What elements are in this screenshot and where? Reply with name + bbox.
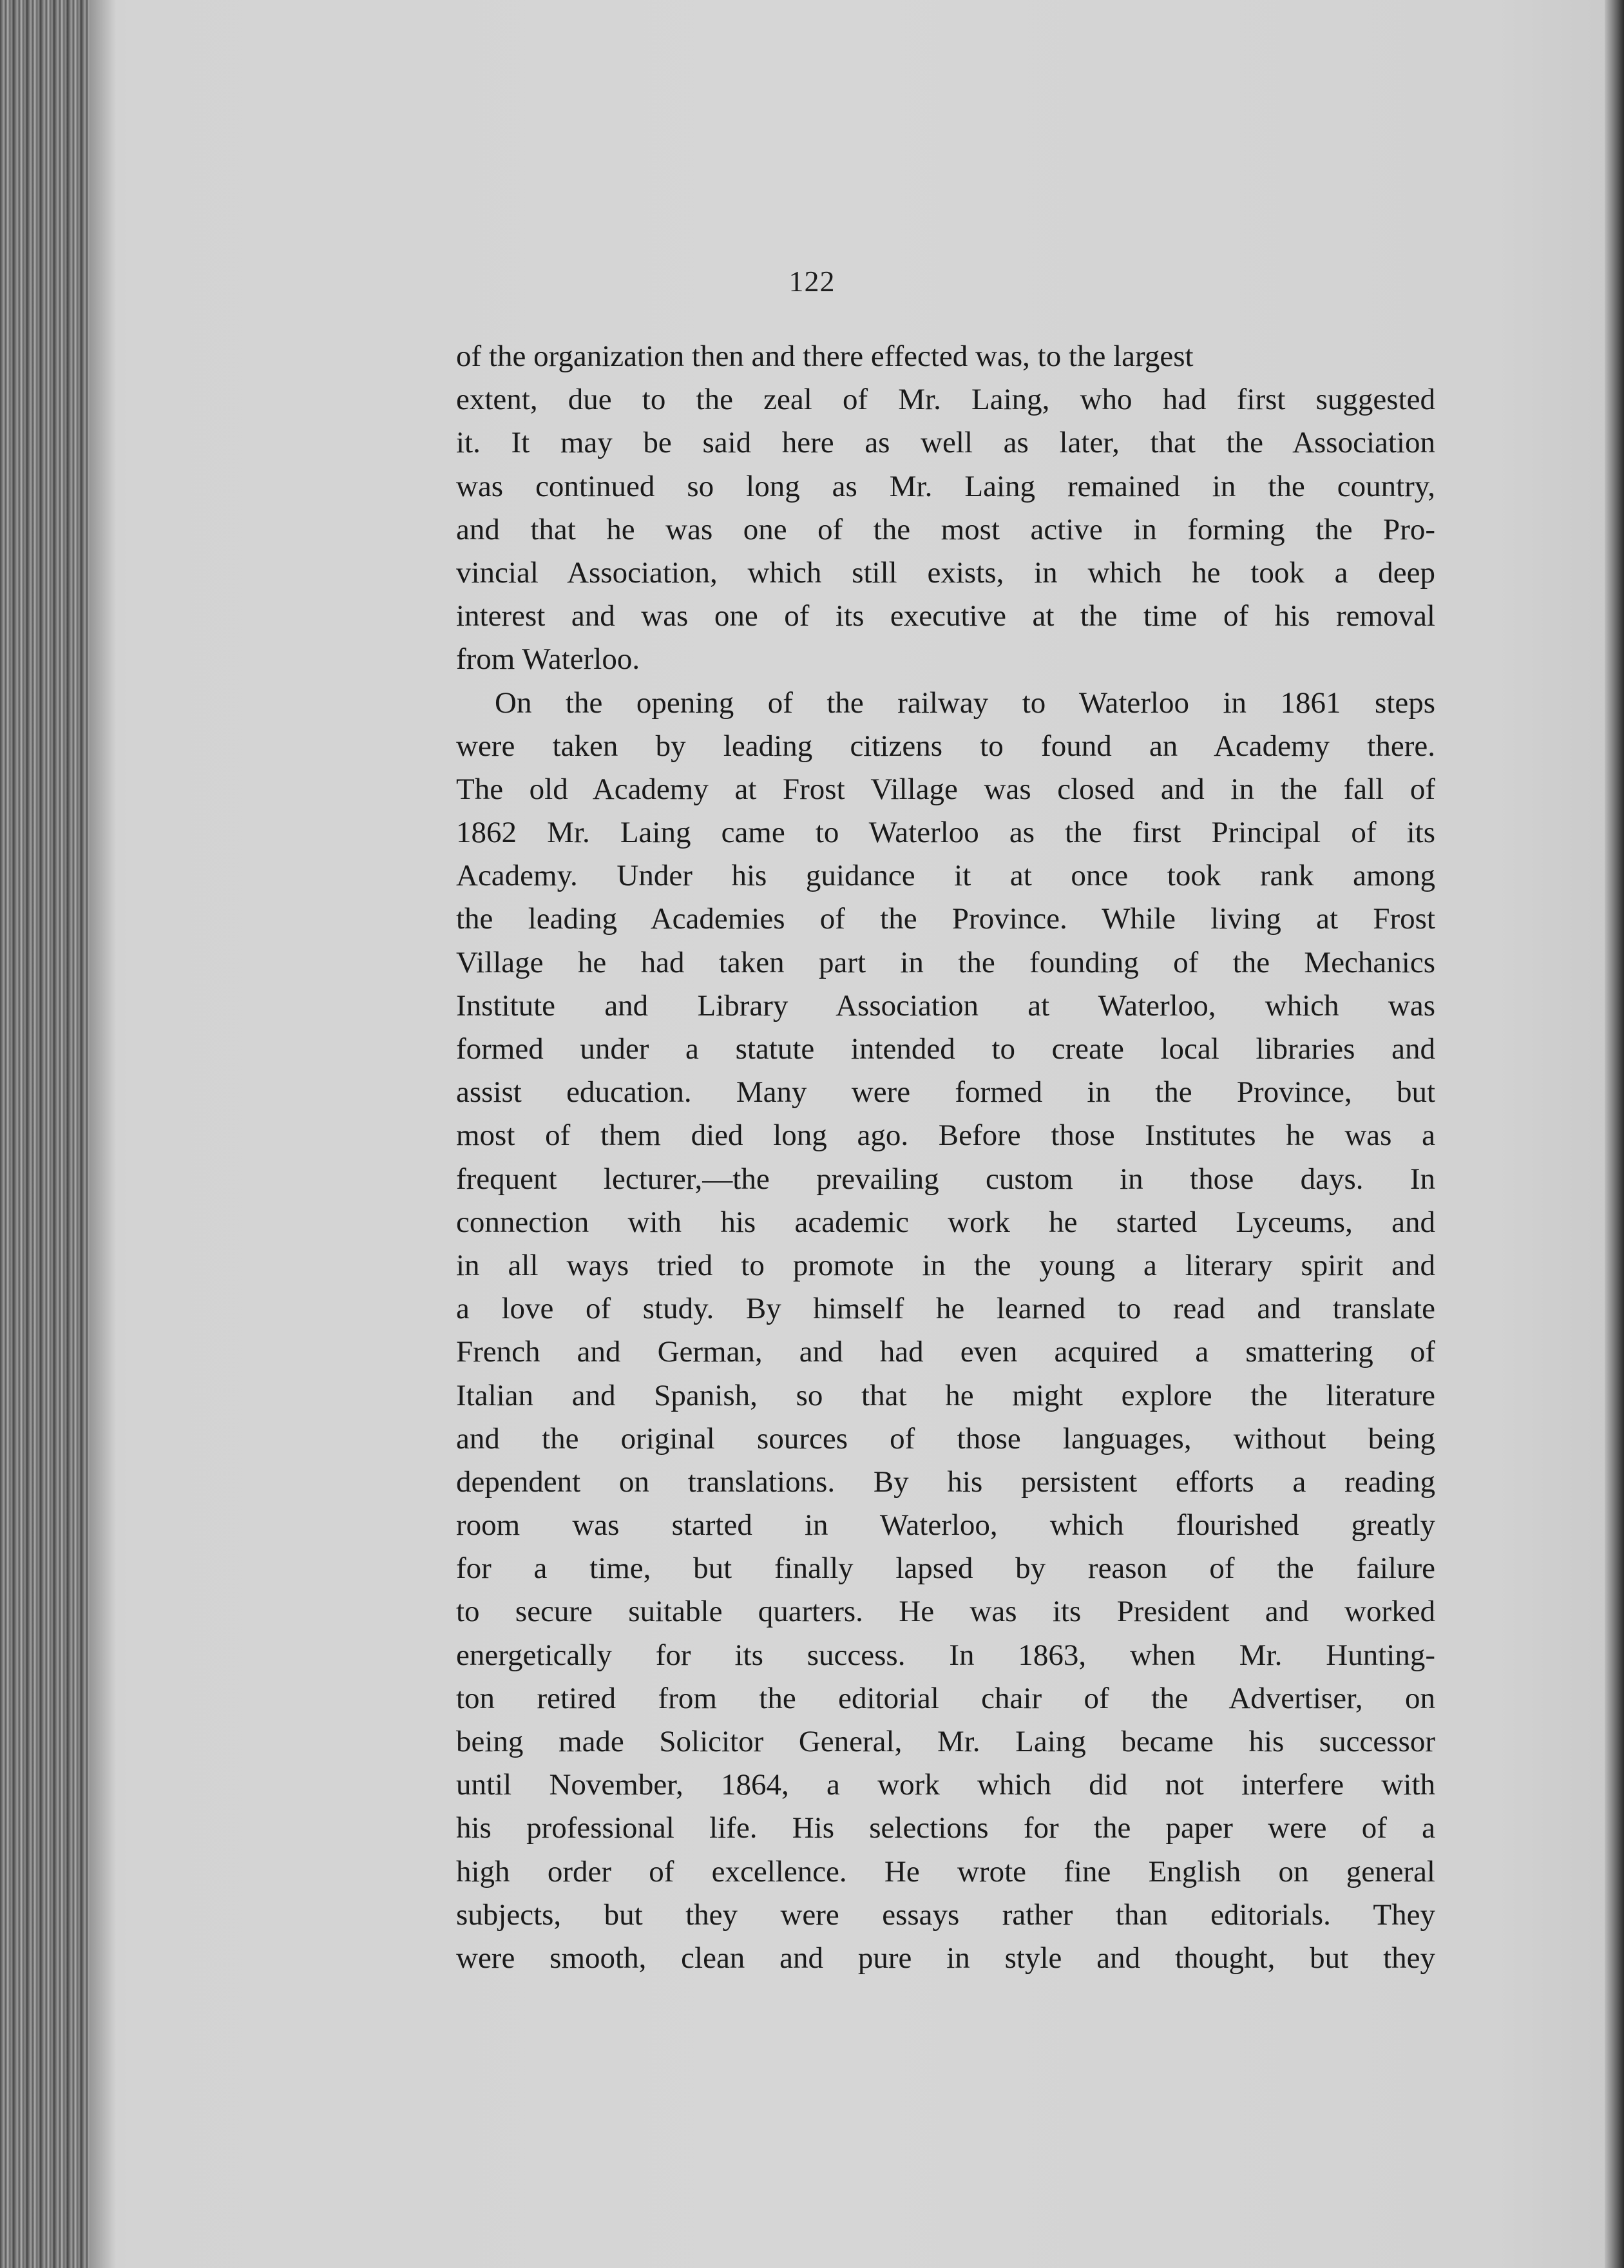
text-line: in all ways tried to promote in the young a literary spirit and: [456, 1248, 1435, 1282]
text-line: subjects, but they were essays rather than editorials. They: [456, 1898, 1435, 1932]
text-line: from Waterloo.: [456, 642, 640, 677]
book-spine-edge: [0, 0, 90, 2268]
text-line: The old Academy at Frost Village was closed and in the fall of: [456, 772, 1435, 806]
text-line: until November, 1864, a work which did not interfere with: [456, 1768, 1435, 1802]
text-line: Academy. Under his guidance it at once took rank among: [456, 859, 1435, 893]
text-line: were smooth, clean and pure in style and thought, but they: [456, 1941, 1435, 1975]
text-line: it. It may be said here as well as later, that the Association: [456, 426, 1435, 460]
text-line: and the original sources of those languages, without being: [456, 1421, 1435, 1456]
text-line: interest and was one of its executive at the time of his removal: [456, 599, 1435, 633]
text-line: most of them died long ago. Before those Institutes he was a: [456, 1119, 1435, 1153]
text-line: his professional life. His selections for the paper were of a: [456, 1811, 1435, 1845]
text-line: were taken by leading citizens to found an Academy there.: [456, 729, 1435, 763]
text-line: for a time, but finally lapsed by reason of the failure: [456, 1552, 1435, 1586]
text-line: was continued so long as Mr. Laing remained in the country,: [456, 469, 1435, 503]
text-line: high order of excellence. He wrote fine English on general: [456, 1854, 1435, 1888]
text-line: and that he was one of the most active in forming the Pro-: [456, 512, 1435, 546]
text-line: vincial Association, which still exists, in which he took a deep: [456, 555, 1435, 590]
text-line: Institute and Library Association at Waterloo, which was: [456, 988, 1435, 1023]
text-line: 1862 Mr. Laing came to Waterloo as the first Principal of its: [456, 816, 1435, 850]
text-line: energetically for its success. In 1863, when Mr. Hunting-: [456, 1638, 1435, 1672]
text-line: a love of study. By himself he learned to read and translate: [456, 1292, 1435, 1326]
text-line: assist education. Many were formed in the Province, but: [456, 1075, 1435, 1110]
text-line: connection with his academic work he started Lyceums, and: [456, 1205, 1435, 1239]
book-page-edge: [1605, 0, 1624, 2268]
text-line: ton retired from the editorial chair of the Advertiser, on: [456, 1681, 1435, 1715]
text-line: French and German, and had even acquired a smattering of: [456, 1335, 1435, 1369]
page-number: 122: [788, 265, 836, 298]
text-line: Village he had taken part in the founding of the Mechanics: [456, 945, 1435, 979]
text-line: frequent lecturer,—the prevailing custom in those days. In: [456, 1162, 1435, 1196]
text-line: of the organization then and there effected was, to the largest: [456, 340, 1194, 373]
text-line: formed under a statute intended to create local libraries and: [456, 1032, 1435, 1066]
text-line: being made Solicitor General, Mr. Laing became his successor: [456, 1725, 1435, 1758]
text-line: extent, due to the zeal of Mr. Laing, who had first suggested: [456, 383, 1435, 417]
text-line: dependent on translations. By his persistent efforts a reading: [456, 1465, 1435, 1499]
body-text: [456, 335, 1435, 1980]
text-line: to secure suitable quarters. He was its President and worked: [456, 1595, 1435, 1629]
paragraph-first-line: On the opening of the railway to Waterloo in 1861 steps: [495, 686, 1435, 720]
text-line: room was started in Waterloo, which flourished greatly: [456, 1508, 1435, 1542]
text-line: Italian and Spanish, so that he might explore the literature: [456, 1378, 1435, 1412]
text-line: the leading Academies of the Province. While living at Frost: [456, 902, 1435, 936]
